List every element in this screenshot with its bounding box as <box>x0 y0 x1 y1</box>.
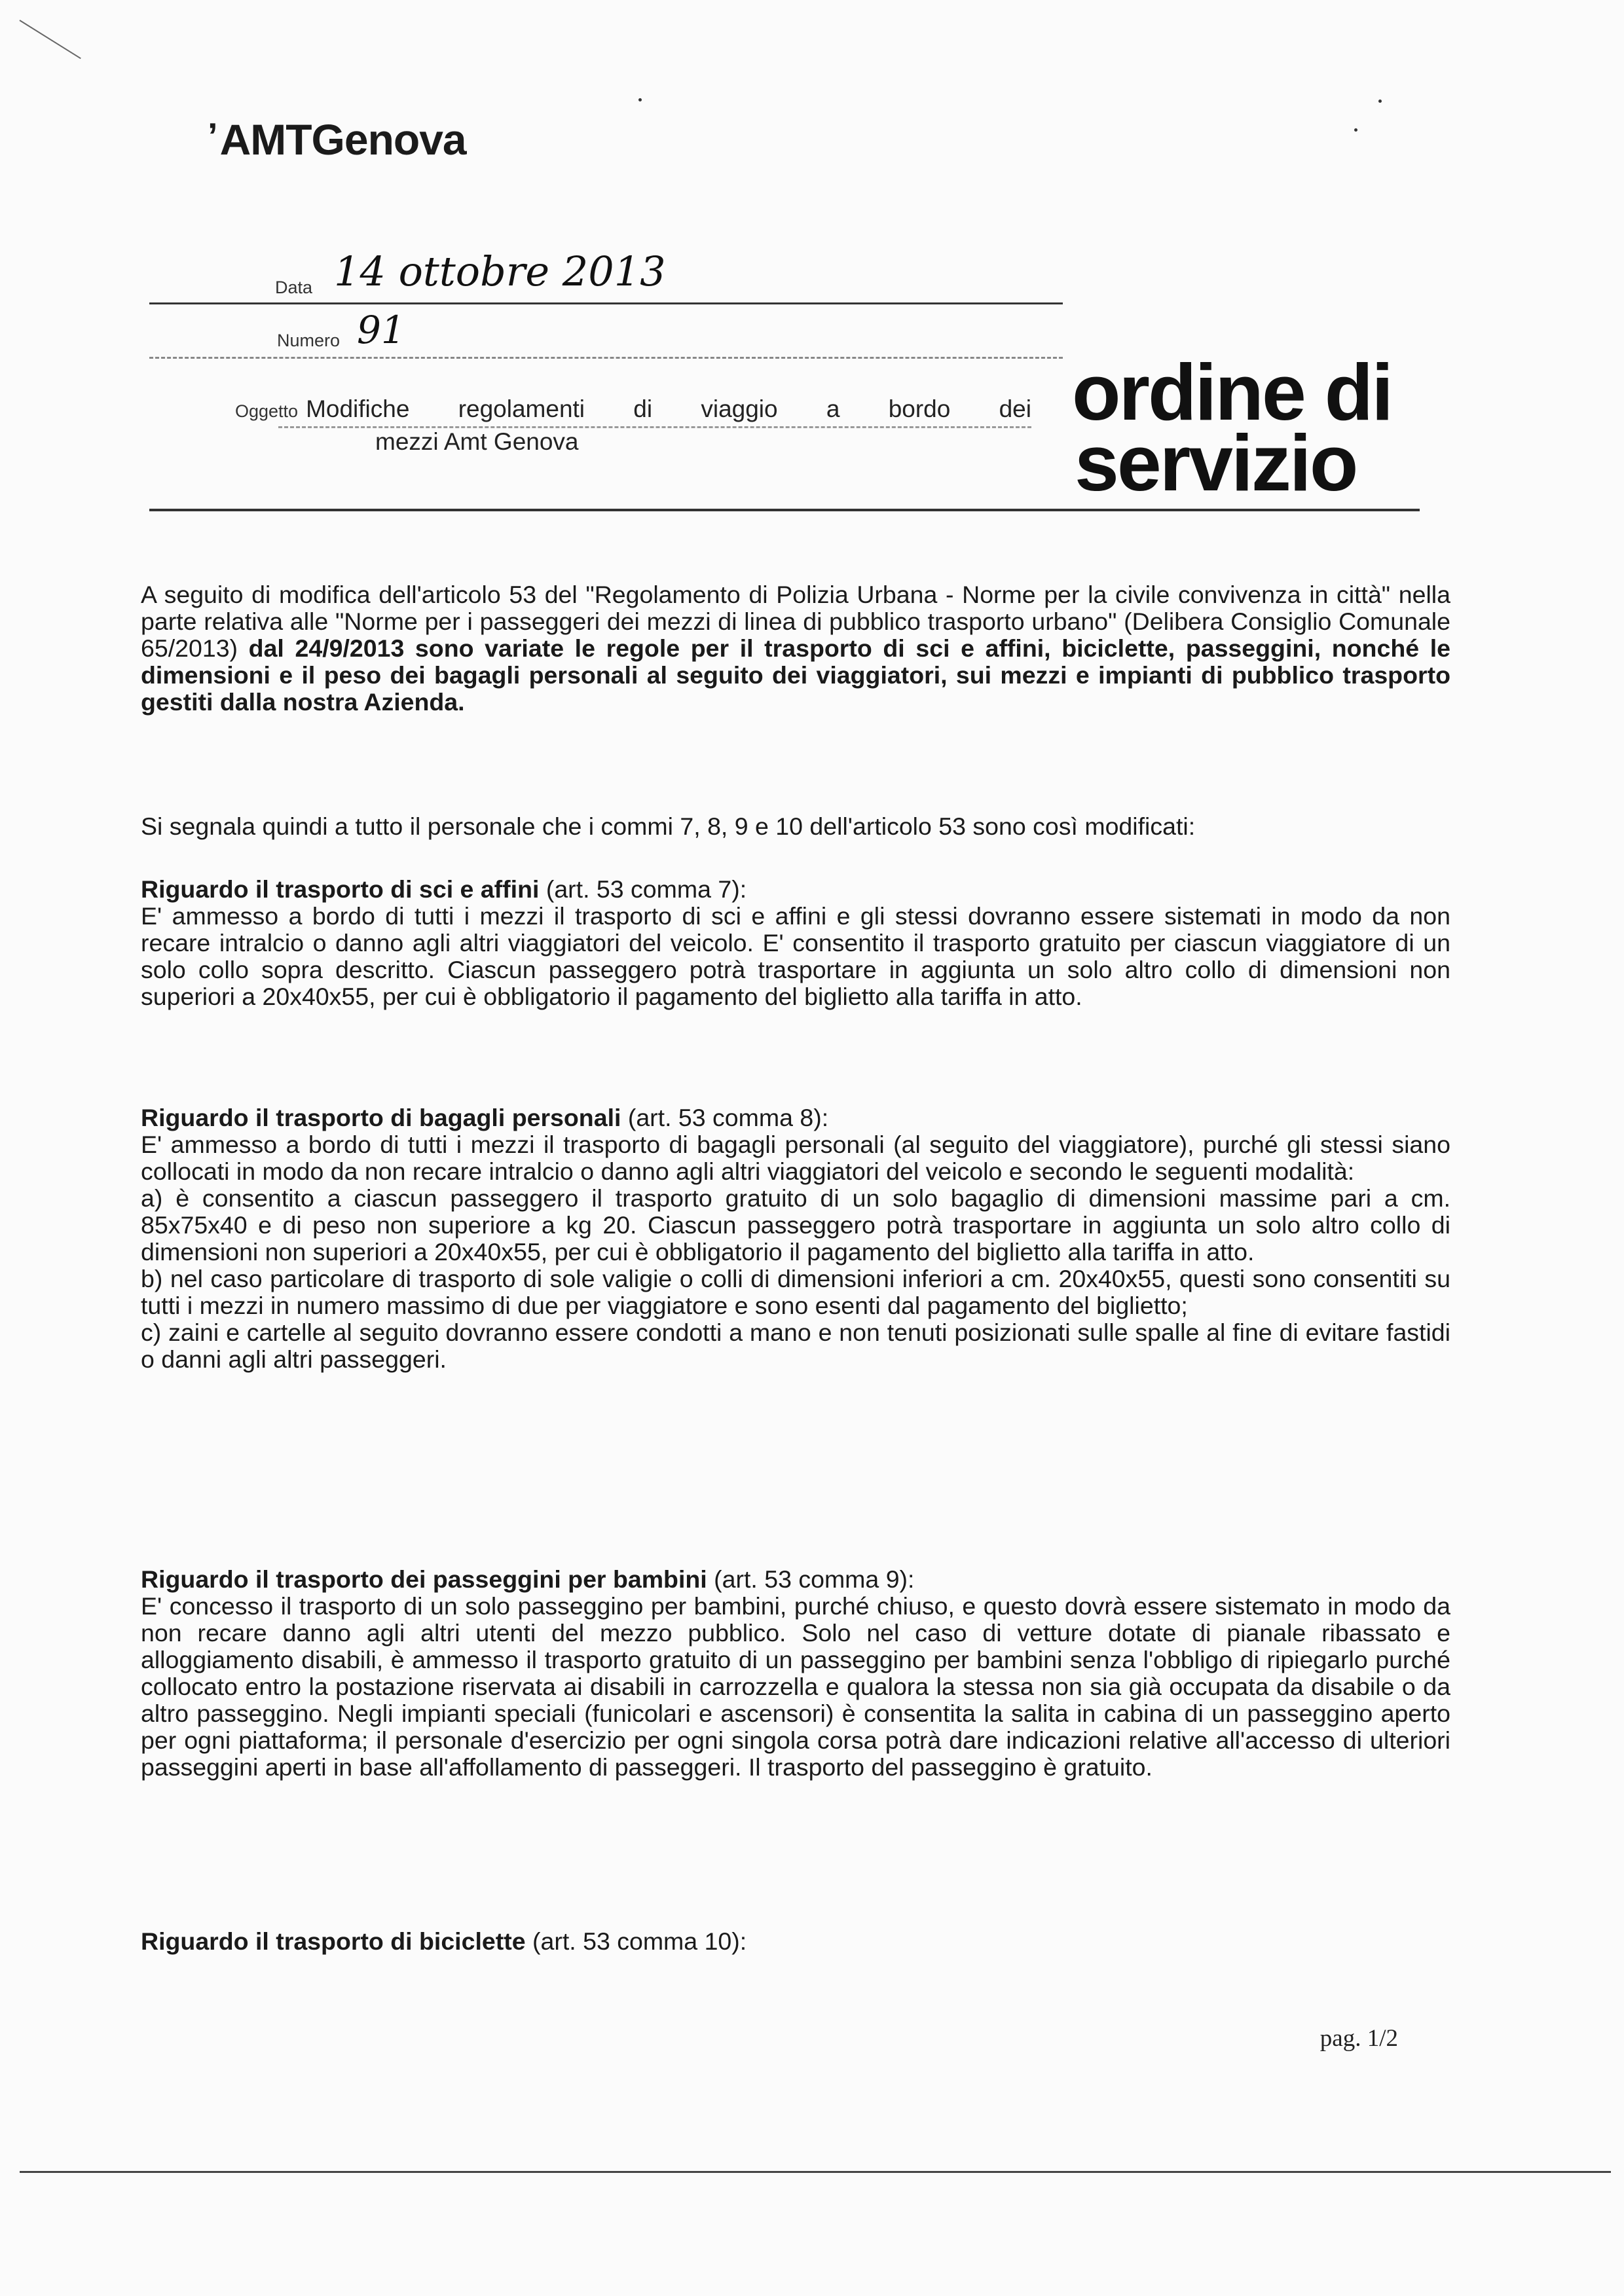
section-body: E' ammesso a bordo di tutti i mezzi il trasporto di bagagli personali (al seguito del viaggiatore), purché gli stessi siano collocati in modo da non recare intralcio o danno agli altri viaggiatori del veicolo e secondo le seguenti modalità: <box>141 1131 1450 1185</box>
scan-speck <box>1378 100 1382 103</box>
subject-block <box>235 395 1031 456</box>
document-title: ordine di servizio <box>1072 348 1392 507</box>
section-passeggini: Riguardo il trasporto dei passeggini per bambini (art. 53 comma 9): E' concesso il trasporto di un solo passeggino per bambini, purché chiuso, e questo dovrà essere sistemato in modo da non recare danno agli altri utenti del mezzo pubblico. Solo nel caso di vetture dotate di pianale ribassato e alloggiamento disabili, è ammesso il trasporto gratuito di un passeggino per bambini senza l'obbligo di ripiegarlo purché collocato entro la postazione riservata ai disabili in carrozzella e qualora la stessa non sia già occupata da disabile o da altro passeggino. Negli impianti speciali (funicolari e ascensori) è consentita la salita in cabina di un passeggino aperto per ogni piattaforma; il personale d'esercizio per ogni singola corsa potrà dare indicazioni relative all'accesso di ulteriori passeggini aperti in base all'affollamento di passeggeri. Il trasporto del passeggino è gratuito. <box>141 1565 1450 1781</box>
section-sci: Riguardo il trasporto di sci e affini (art. 53 comma 7): E' ammesso a bordo di tutti i mezzi il trasporto di sci e affini e gli stessi dovranno essere sistemati in modo da non recare intralcio o danno agli altri viaggiatori del veicolo. E' consentito il trasporto gratuito per ciascun viaggiatore di un solo collo sopra descritto. Ciascun passeggero potrà trasportare in aggiunta un solo altro collo di dimensioni non superiori a 20x40x55, per cui è obbligatorio il pagamento del biglietto alla tariffa in atto. <box>141 875 1450 1010</box>
scan-speck <box>1354 128 1357 132</box>
section-heading: Riguardo il trasporto dei passeggini per bambini <box>141 1565 707 1593</box>
data-label: Data <box>275 278 313 297</box>
numero-label: Numero <box>277 331 341 350</box>
subject-line-1: Oggetto Modifiche regolamenti di viaggio a bordo dei <box>278 395 1031 428</box>
section-heading: Riguardo il trasporto di sci e affini <box>141 875 540 903</box>
scan-edge-mark <box>19 20 81 59</box>
notice-paragraph: Si segnala quindi a tutto il personale che i commi 7, 8, 9 e 10 dell'articolo 53 sono così modificati: <box>141 812 1196 840</box>
numero-underline <box>149 357 1063 359</box>
section-heading: Riguardo il trasporto di biciclette <box>141 1927 526 1955</box>
numero-value-handwritten: 91 <box>357 308 405 352</box>
scan-bottom-rule <box>20 2171 1611 2173</box>
list-item: b) nel caso particolare di trasporto di sole valigie o colli di dimensioni inferiori a cm. 20x40x55, questi sono consentiti su tutti i mezzi in numero massimo di due per viaggiatore e sono esenti dal pagamento del biglietto; <box>141 1265 1450 1319</box>
section-bagagli: Riguardo il trasporto di bagagli personali (art. 53 comma 8): E' ammesso a bordo di tutti i mezzi il trasporto di bagagli personali (al seguito del viaggiatore), purché gli stessi siano collocati in modo da non recare intralcio o danno agli altri viaggiatori del veicolo e secondo le seguenti modalità: a) è consentito a ciascun passeggero il trasporto gratuito di un solo bagaglio di dimensioni massime pari a cm. 85x75x40 e di peso non superiore a kg 20. Ciascun passeggero potrà trasportare in aggiunta un solo altro collo di dimensioni non superiori a 20x40x55, per cui è obbligatorio il pagamento del biglietto alla tariffa in atto. b) nel caso particolare di trasporto di sole valigie o colli di dimensioni inferiori a cm. 20x40x55, questi sono consentiti su tutti i mezzi in numero massimo di due per viaggiatore e sono esenti dal pagamento del biglietto; c) zaini e cartelle al seguito dovranno essere condotti a mano e non tenuti posizionati sulle spalle al fine di evitare fastidi o danni agli altri passeggeri. <box>141 1104 1450 1373</box>
section-biciclette: Riguardo il trasporto di biciclette (art. 53 comma 10): <box>141 1927 747 1955</box>
data-value-handwritten: 14 ottobre 2013 <box>334 247 666 295</box>
oggetto-label: Oggetto <box>235 401 299 421</box>
scan-speck <box>638 98 642 101</box>
list-item: a) è consentito a ciascun passeggero il trasporto gratuito di un solo bagaglio di dimensioni massime pari a cm. 85x75x40 e di peso non superiore a kg 20. Ciascun passeggero potrà trasportare in aggiunta un solo altro collo di dimensioni non superiori a 20x40x55, per cui è obbligatorio il pagamento del biglietto alla tariffa in atto. <box>141 1184 1450 1266</box>
data-underline <box>149 302 1063 304</box>
page-number: pag. 1/2 <box>1320 2025 1398 2052</box>
section-heading: Riguardo il trasporto di bagagli personali <box>141 1104 621 1131</box>
header-rule <box>149 509 1420 511</box>
subject-line-2: mezzi Amt Genova <box>375 428 579 455</box>
intro-paragraph: A seguito di modifica dell'articolo 53 del "Regolamento di Polizia Urbana - Norme per la civile convivenza in città" nella parte relativa alle "Norme per i passeggeri dei mezzi di linea di pubblico trasporto urbano" (Delibera Consiglio Comunale 65/2013) dal 24/9/2013 sono variate le regole per il trasporto di sci e affini, biciclette, passeggini, nonché le dimensioni e il peso dei bagagli personali al seguito dei viaggiatori, sui mezzi e impianti di pubblico trasporto gestiti dalla nostra Azienda. <box>141 581 1450 716</box>
section-body: E' ammesso a bordo di tutti i mezzi il trasporto di sci e affini e gli stessi dovranno essere sistemati in modo da non recare intralcio o danno agli altri viaggiatori del veicolo. E' consentito il trasporto gratuito per ciascun viaggiatore di un solo collo sopra descritto. Ciascun passeggero potrà trasportare in aggiunta un solo altro collo di dimensioni non superiori a 20x40x55, per cui è obbligatorio il pagamento del biglietto alla tariffa in atto. <box>141 902 1450 1010</box>
company-logo: $^ʼ$AMTGenova <box>208 115 466 164</box>
section-body: E' concesso il trasporto di un solo passeggino per bambini, purché chiuso, e questo dovrà essere sistemato in modo da non recare danno agli altri utenti del mezzo pubblico. Solo nel caso di vetture dotate di pianale ribassato e alloggiamento disabili, è ammesso il trasporto gratuito di un passeggino per bambini senza l'obbligo di ripiegarlo purché collocato entro la postazione riservata ai disabili in carrozzella e qualora la stessa non sia già occupata da disabile o da altro passeggino. Negli impianti speciali (funicolari e ascensori) è consentita la salita in cabina di un passeggino aperto per ogni piattaforma; il personale d'esercizio per ogni singola corsa potrà dare indicazioni relative all'accesso di ulteriori passeggini aperti in base all'affollamento di passeggeri. Il trasporto del passeggino è gratuito. <box>141 1592 1450 1781</box>
list-item: c) zaini e cartelle al seguito dovranno essere condotti a mano e non tenuti posizionati sulle spalle al fine di evitare fastidi o danni agli altri passeggeri. <box>141 1319 1450 1373</box>
